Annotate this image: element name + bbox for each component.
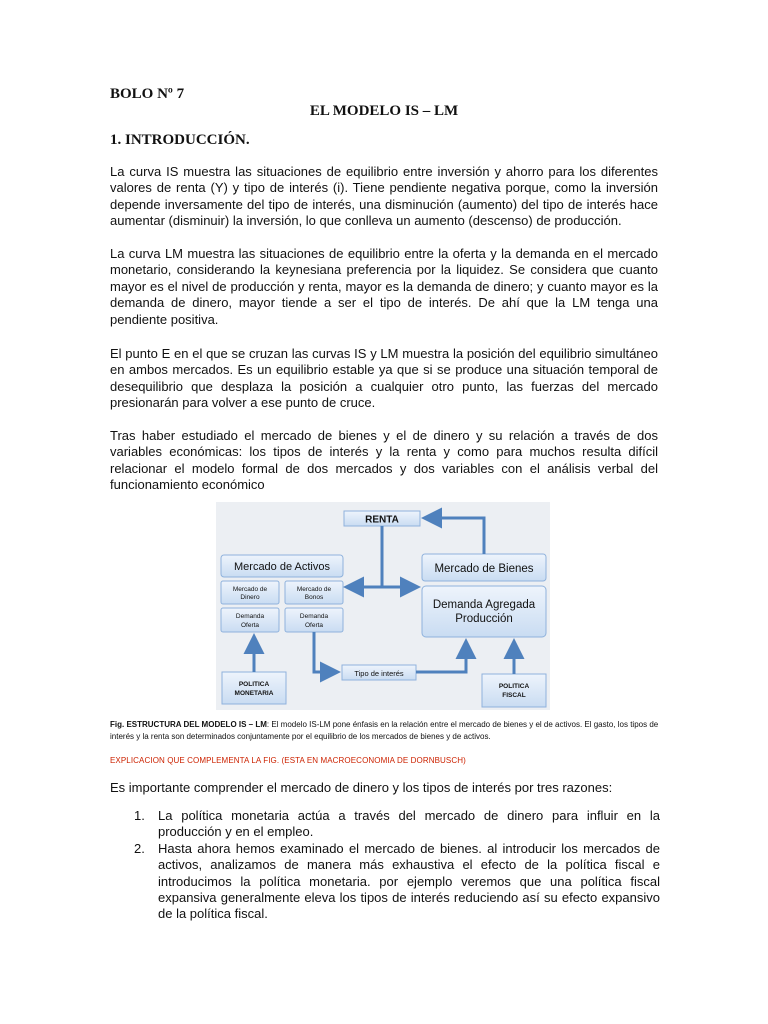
demanda-oferta-dinero-label-2: Oferta [240,622,260,629]
demanda-agregada-box [422,586,546,637]
list-item-number: 2. [134,840,145,856]
activos-to-interes-arrow [314,632,335,672]
paragraph-lm-curve: La curva LM muestra las situaciones de equilibrio entre la oferta y la demanda en el mercado monetario, considerando la keynesiana preferencia por la liquidez. Se considera que cuanto mayor es el nivel de producción y renta, mayor es la demanda de dinero; y cuanto mayor es la demanda de dinero, mayor tiende a ser el tipo de interés. De ahí que la LM tenga una pendiente positiva. [110,246,658,327]
politica-monetaria-label-1: POLITICA [238,681,270,688]
list-item [110,808,660,841]
demanda-oferta-dinero-label-1: Demanda [235,613,265,620]
mercado-activos-label: Mercado de Activos [234,561,330,573]
document-subtitle: EL MODELO IS – LM [309,103,459,119]
demanda-agregada-label-2: Producción [455,613,513,625]
politica-monetaria-box [222,672,286,704]
demanda-oferta-bonos-label-2: Oferta [304,622,324,629]
demanda-agregada-label-1: Demanda Agregada [432,599,536,611]
mercado-dinero-label-1: Mercado de [232,586,268,593]
paragraph-is-curve: La curva IS muestra las situaciones de equilibrio entre inversión y ahorro para los diferentes valores de renta (Y) y tipo de interés (i). Tiene pendiente negativa porque, como la inversión depende inversamente del tipo de interés, una disminución (aumento) del tipo de interés hace aumentar (disminuir) la inversión, lo que conlleva un aumento (descenso) de producción. [110,164,658,229]
politica-fiscal-label-1: POLITICA [498,683,530,690]
list-item-text: Hasta ahora hemos examinado el mercado de bienes. al introducir los mercados de activos, analizamos de manera más exhaustiva el efecto de la política fiscal e introducimos la política monetaria. por ejemplo veremos que una política fiscal expansiva generalmente eleva los tipos de interés reduciendo así su efecto expansivo de la política fiscal. [158,840,660,922]
demanda-oferta-bonos-label-1: Demanda [299,613,329,620]
bienes-to-renta-arrow [427,518,484,554]
politica-fiscal-box [482,674,546,707]
renta-label: RENTA [365,514,399,526]
politica-monetaria-label-2: MONETARIA [234,690,274,697]
figure-note: EXPLICACION QUE COMPLEMENTA LA FIG. (ESTA EN MACROECONOMIA DE DORNBUSCH) [110,756,466,765]
mercado-bonos-label-1: Mercado de [296,586,332,593]
is-lm-structure-diagram [216,502,550,710]
politica-fiscal-label-2: FISCAL [502,692,526,699]
tipo-interes-label: Tipo de interés [354,669,404,678]
figure-caption-text: : El modelo IS-LM pone énfasis en la relación entre el mercado de bienes y el de activos. El gasto, los tipos de interés y la renta son determinados conjuntamente por el equilibrio de los mercados de bienes y de activos. [110,720,659,741]
diagram-canvas [216,502,550,710]
paragraph-context: Tras haber estudiado el mercado de bienes y el de dinero y su relación a través de dos variables económicas: los tipos de interés y la renta y como para muchos resulta difícil relacionar el modelo formal de dos mercados y dos variables con el análisis verbal del funcionamiento económico [110,428,658,493]
figure-caption-label: Fig. ESTRUCTURA DEL MODELO IS – LM [110,720,267,729]
mercado-bonos-label-2: Bonos [304,594,324,601]
document-title: BOLO Nº 7 [110,86,185,102]
reasons-list [110,808,660,923]
list-item-text: La política monetaria actúa a través del mercado de dinero para influir en la producción y en el empleo. [158,808,660,840]
mercado-bienes-label: Mercado de Bienes [434,563,534,575]
list-item [110,841,660,923]
list-item-number: 1. [134,808,145,823]
figure-caption [110,719,662,742]
interes-to-bienes-arrow [416,644,466,672]
reasons-intro: Es importante comprender el mercado de dinero y los tipos de interés por tres razones: [110,780,613,795]
mercado-dinero-label-2: Dinero [240,594,260,601]
paragraph-equilibrium: El punto E en el que se cruzan las curvas IS y LM muestra la posición del equilibrio simultáneo en ambos mercados. Es un equilibrio estable ya que si se produce una situación temporal de desequilibrio que desplaza la posición a cualquier otro punto, las fuerzas del mercado presionarán para volver a ese punto de cruce. [110,346,658,411]
section-heading: 1. INTRODUCCIÓN. [110,132,250,148]
